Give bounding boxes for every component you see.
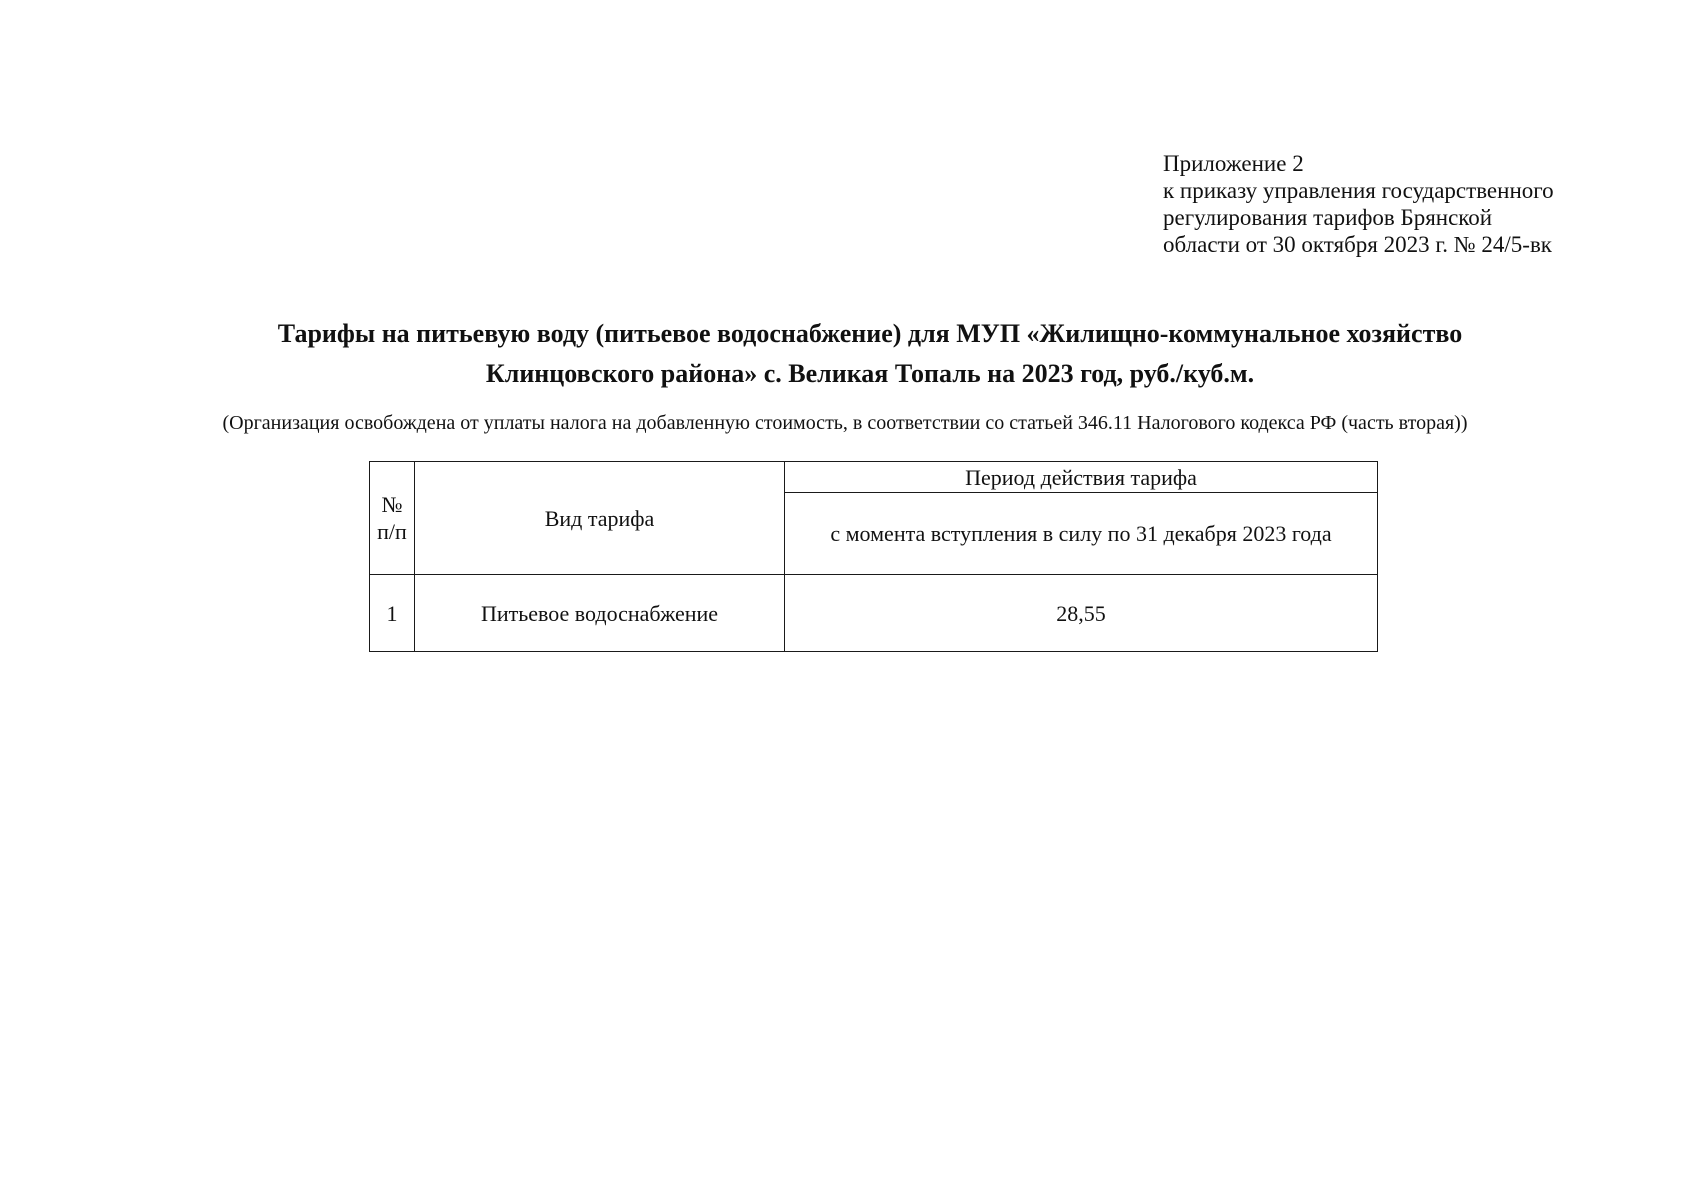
header-tariff-type: Вид тарифа bbox=[415, 462, 785, 575]
document-title bbox=[150, 314, 1590, 394]
appendix-line: области от 30 октября 2023 г. № 24/5-вк bbox=[1163, 232, 1552, 257]
appendix-line: Приложение 2 bbox=[1163, 151, 1304, 176]
header-period-range: с момента вступления в силу по 31 декабря 2023 года bbox=[785, 493, 1378, 575]
header-num: № п/п bbox=[370, 462, 415, 575]
cell-tariff-type: Питьевое водоснабжение bbox=[415, 575, 785, 652]
table-header-row bbox=[370, 462, 1378, 493]
cell-tariff-value: 28,55 bbox=[785, 575, 1378, 652]
vat-note: (Организация освобождена от уплаты налога на добавленную стоимость, в соответствии со статьей 346.11 Налогового кодекса РФ (часть вторая)) bbox=[222, 412, 1468, 434]
cell-num: 1 bbox=[370, 575, 415, 652]
title-line: Тарифы на питьевую воду (питьевое водоснабжение) для МУП «Жилищно-коммунальное хозяйство bbox=[277, 319, 1463, 348]
table-row bbox=[370, 575, 1378, 652]
appendix-line: регулирования тарифов Брянской bbox=[1163, 205, 1493, 230]
appendix-line: к приказу управления государственного bbox=[1163, 178, 1554, 203]
title-line: Клинцовского района» с. Великая Топаль на 2023 год, руб./куб.м. bbox=[485, 359, 1255, 388]
tariff-table bbox=[369, 461, 1378, 652]
appendix-block bbox=[1163, 150, 1554, 258]
header-period: Период действия тарифа bbox=[785, 462, 1378, 493]
